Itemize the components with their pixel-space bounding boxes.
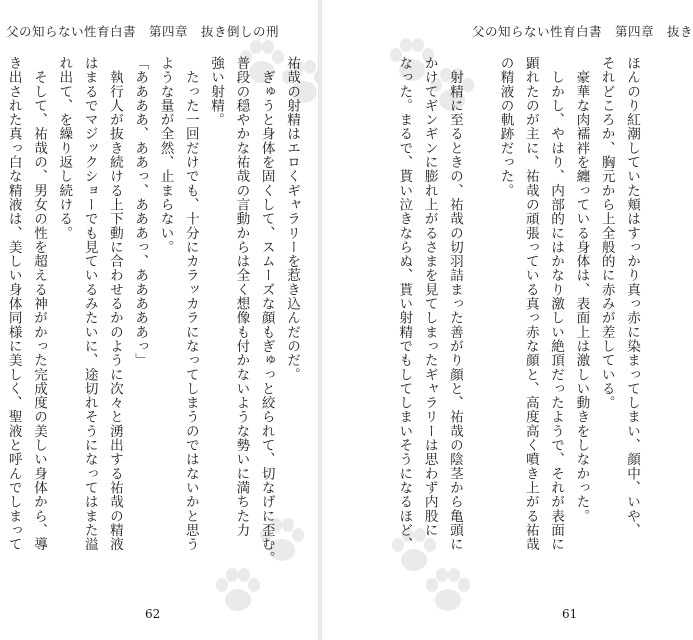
text-line: それどころか、胸元から上全般的に赤みが差している。: [598, 56, 615, 410]
text-line: しかし、やはり、内部的にはかなり激しい絶頂だったようで、それが表面に: [548, 56, 565, 552]
page-number: 61: [562, 607, 578, 621]
text-line: 豪華な肉襦袢を纏っている身体は、表面上は激しい動きをしなかった。: [573, 56, 590, 523]
page-number: 62: [145, 607, 161, 621]
text-line: そして、祐哉の、男女の性を超える神がかった完成度の美しい身体から、導: [31, 56, 48, 552]
text-line: 強い射精。: [208, 56, 225, 127]
text-line: [467, 56, 492, 596]
text-line: たった一回だけでも、十分にカラッカラになってしまうのではないかと思う: [182, 56, 199, 552]
text-line: 顕れたのが主に、祐哉の頑張っている真っ赤な顔と、高度高く噴き上がる祐哉: [522, 56, 539, 552]
text-line: の精液の軌跡だった。: [497, 56, 514, 198]
text-line: 「ああああ、ああっ、あああっ、あああああっ」: [132, 56, 149, 368]
text-line: 普段の穏やかな祐哉の言動からは全く想像も付かないような勢いに満ちた力: [233, 56, 250, 538]
text-line: 祐哉の射精はエロくギャラリーを惹き込んだのだ。: [284, 56, 300, 382]
body-text: [0, 56, 304, 596]
text-line: 射精に至るときの、祐哉の切羽詰まった善がり顔と、祐哉の陰茎から亀頭に: [446, 56, 463, 552]
text-line: なった。まるで、貰い泣きならぬ、貰い射精でもしてしまいそうになるほど、: [396, 56, 413, 552]
text-line: はまるでマジックショーでも見ているみたいに、途切れそうになってはまた溢: [81, 56, 98, 552]
running-head: 父の知らない性育白書 第四章 抜き倒しの刑: [6, 24, 280, 39]
text-line: かけてギンギンに膨れ上がるさまを見てしまったギャラリーは思わず内股に: [421, 56, 438, 538]
left-page: [0, 0, 318, 640]
running-head: 父の知らない性育白書 第四章 抜き: [472, 24, 693, 39]
text-line: 執行人が抜き続ける上下動に合わせるかのように次々と湧出する祐哉の精液: [106, 56, 123, 552]
text-line: き出された真っ白な精液は、美しい身体同様に美しく、聖液と呼んでしまって: [5, 56, 22, 552]
text-line: ぎゅうと身体を固くして、スムーズな顔もぎゅっと絞られて、切なげに歪む。: [258, 56, 275, 566]
text-line: ほんのり紅潮していた頬はすっかり真っ赤に染まってしまい、顔中、いや、: [624, 56, 640, 538]
body-text: [396, 56, 644, 596]
right-page: [322, 0, 693, 640]
text-line: ような量が全然、止まらない。: [157, 56, 174, 255]
text-line: れ出て、を繰り返し続ける。: [56, 56, 73, 240]
